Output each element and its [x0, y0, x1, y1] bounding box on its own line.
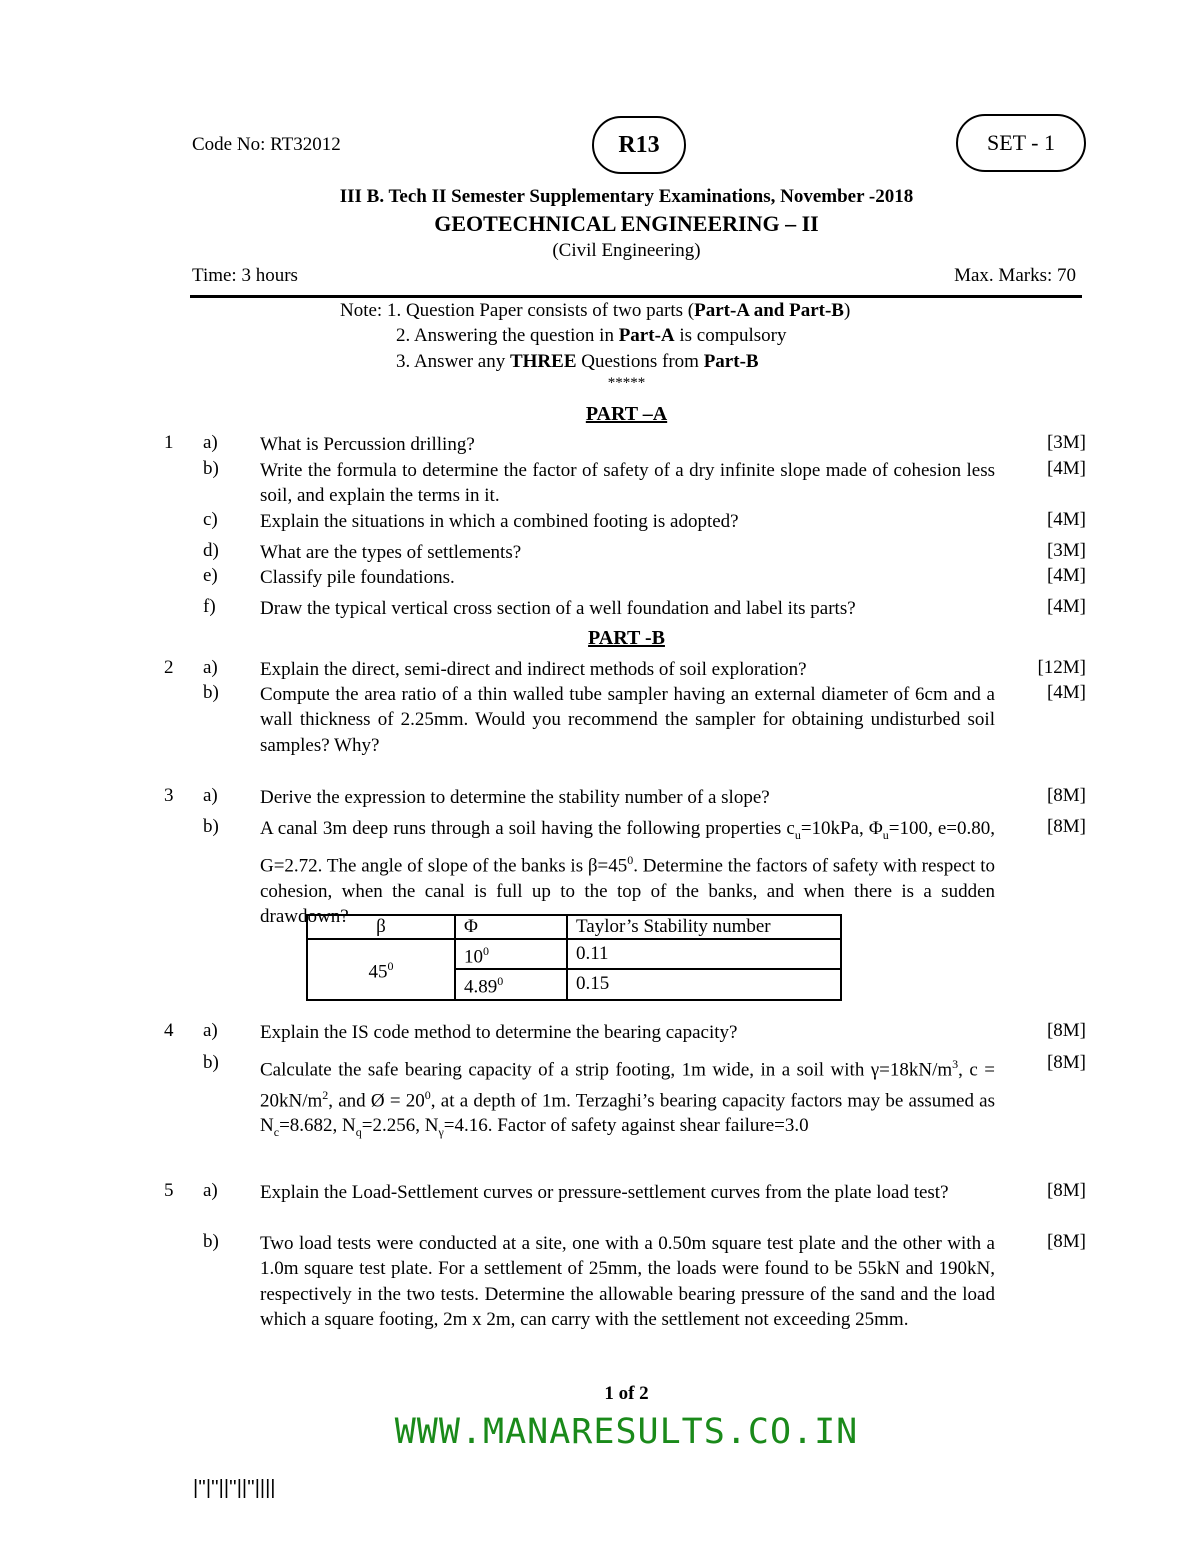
question-3-number: 3 [164, 785, 174, 806]
q2b-text: Compute the area ratio of a thin walled tube sampler having an external diameter of 6cm and a wall thickness of 2.25mm. Would you recommend the sampler for obtaining undisturbed soil samples? Why? [260, 684, 995, 756]
note-3-bold-1: THREE [509, 351, 577, 372]
q5b-label: b) [203, 1231, 219, 1252]
code-number: Code No: RT32012 [192, 134, 341, 155]
header-divider [190, 295, 1082, 298]
q2b-label: b) [203, 682, 219, 703]
q4a-label: a) [203, 1020, 218, 1041]
note-2-prefix: 2. Answering the question in [396, 325, 619, 346]
table-beta-cell [307, 939, 455, 1000]
q4b-part-1: Calculate the safe bearing capacity of a strip footing, 1m wide, in a soil with γ=18kN/m [260, 1059, 953, 1081]
table-beta-value: 45 [368, 961, 388, 983]
q5b-marks: [8M] [1046, 1231, 1086, 1252]
q1f-marks: [4M] [1046, 596, 1086, 617]
q3a-label: a) [203, 785, 218, 806]
note-3 [396, 351, 759, 373]
note-2 [396, 325, 787, 347]
q1c-label: c) [203, 509, 218, 530]
q1e-text: Classify pile foundations. [260, 567, 455, 588]
q4b-sub-4: c [273, 1125, 280, 1140]
q4a-text: Explain the IS code method to determine the bearing capacity? [260, 1022, 738, 1043]
q4b-sup-2: 2 [322, 1087, 329, 1102]
q1b-marks: [4M] [1046, 458, 1086, 479]
question-5-number: 5 [164, 1180, 174, 1201]
table-phi-value: 10 [464, 946, 483, 968]
q4b-text [260, 1052, 995, 1146]
note-1-bold: Part-A and Part-B [694, 300, 844, 321]
regulation-badge [592, 116, 686, 174]
q4b-sup-3: 0 [424, 1087, 431, 1102]
table-header-stability: Taylor’s Stability number [567, 915, 841, 939]
q3b-sup-3: 0 [627, 853, 634, 868]
table-row [307, 939, 841, 969]
branch-label: (Civil Engineering) [552, 240, 701, 261]
q5b-text: Two load tests were conducted at a site, one with a 0.50m square test plate and the other with a 1.0m square test plate. For a settlement of 25mm, the loads were found to be 55kN and 190kN, respectively in the two tests. Determine the allowable bearing pressure of the sand and the load which a square footing, 2m x 2m, can carry with the settlement not exceeding 25mm. [260, 1233, 995, 1331]
q1a-marks: [3M] [1046, 432, 1086, 453]
q4b-label: b) [203, 1052, 219, 1073]
table-header-beta: β [307, 915, 455, 939]
q3b-marks: [8M] [1046, 816, 1086, 837]
q1b-label: b) [203, 458, 219, 479]
q3b-text [260, 816, 995, 930]
stars-divider: ***** [607, 375, 646, 391]
q4b-part-4: , at a depth of 1m. Terzaghi’s bearing capacity factors may be assumed as N [260, 1090, 996, 1137]
q1c-text: Explain the situations in which a combined footing is adopted? [260, 511, 739, 532]
q3b-part-2: =10kPa, Φ [800, 818, 883, 839]
q2a-marks: [12M] [1037, 657, 1086, 678]
q4a-marks: [8M] [1046, 1020, 1086, 1041]
exam-time: Time: 3 hours [192, 265, 298, 286]
q4b-part-2: , c = 20kN/m [260, 1059, 995, 1112]
page-number: 1 of 2 [604, 1383, 649, 1404]
question-2-number: 2 [164, 657, 174, 678]
table-phi-cell [455, 969, 567, 999]
note-3-prefix: 3. Answer any [396, 351, 510, 372]
note-2-bold: Part-A [618, 325, 675, 346]
question-4-number: 4 [164, 1020, 174, 1041]
q3b-sub-1: u [794, 827, 801, 842]
q1a-text: What is Percussion drilling? [260, 434, 475, 455]
q4b-part-3: , and Ø = 20 [328, 1090, 425, 1112]
table-header-row [307, 915, 841, 939]
set-label: SET - 1 [986, 130, 1056, 155]
q2b-marks: [4M] [1046, 682, 1086, 703]
q3a-text: Derive the expression to determine the stability number of a slope? [260, 787, 770, 808]
q2a-label: a) [203, 657, 218, 678]
q1b-text: Write the formula to determine the factor of safety of a dry infinite slope made of cohesion less soil, and explain the terms in it. [260, 460, 995, 507]
q4b-part-6: =2.256, N [361, 1115, 439, 1137]
q1e-marks: [4M] [1046, 565, 1086, 586]
note-1-suffix: ) [843, 300, 851, 321]
q4b-sub-6: γ [438, 1125, 444, 1140]
question-1-number: 1 [164, 432, 174, 453]
barcode-marks: |''|''||''||''|||| [193, 1477, 276, 1499]
q5a-label: a) [203, 1180, 218, 1201]
note-2-suffix: is compulsory [674, 325, 787, 346]
note-3-bold-2: Part-B [703, 351, 759, 372]
q3b-sub-2: u [882, 827, 889, 842]
table-beta-degree: 0 [387, 959, 394, 974]
note-1-prefix: Note: 1. Question Paper consists of two parts ( [340, 300, 695, 321]
subject-title: GEOTECHNICAL ENGINEERING – II [434, 211, 819, 236]
q4b-part-7: =4.16. Factor of safety against shear failure=3.0 [443, 1115, 809, 1137]
q1c-marks: [4M] [1046, 509, 1086, 530]
q4b-sub-5: q [355, 1125, 362, 1140]
q3a-marks: [8M] [1046, 785, 1086, 806]
table-stability-cell: 0.15 [567, 969, 841, 999]
q1a-label: a) [203, 432, 218, 453]
q4b-sup-1: 3 [952, 1057, 959, 1071]
q3b-label: b) [203, 816, 219, 837]
note-1 [340, 300, 850, 322]
exam-title: III B. Tech II Semester Supplementary Examinations, November -2018 [339, 186, 914, 207]
q1d-text: What are the types of settlements? [260, 542, 522, 563]
note-3-mid: Questions from [576, 351, 704, 372]
set-badge [956, 114, 1086, 172]
part-a-heading: PART –A [585, 403, 668, 425]
table-phi-degree: 0 [497, 974, 504, 989]
q4b-marks: [8M] [1046, 1052, 1086, 1073]
table-header-phi: Φ [455, 915, 567, 939]
q1d-label: d) [203, 540, 219, 561]
q1d-marks: [3M] [1046, 540, 1086, 561]
table-phi-cell [455, 939, 567, 969]
q1f-text: Draw the typical vertical cross section of a well foundation and label its parts? [260, 598, 856, 619]
q3b-part-1: A canal 3m deep runs through a soil having the following properties c [260, 818, 795, 839]
table-stability-cell: 0.11 [567, 939, 841, 969]
taylor-stability-table [306, 914, 842, 1001]
part-b-heading: PART -B [588, 627, 665, 649]
table-phi-value: 4.89 [464, 976, 498, 998]
regulation-label: R13 [618, 131, 660, 158]
q1e-label: e) [203, 565, 218, 586]
q2a-text: Explain the direct, semi-direct and indirect methods of soil exploration? [260, 659, 807, 680]
q1f-label: f) [203, 596, 216, 617]
website-watermark: WWW.MANARESULTS.CO.IN [394, 1412, 859, 1452]
q5a-marks: [8M] [1046, 1180, 1086, 1201]
q5a-text: Explain the Load-Settlement curves or pressure-settlement curves from the plate load test? [260, 1182, 949, 1203]
max-marks: Max. Marks: 70 [954, 265, 1076, 286]
table-phi-degree: 0 [483, 944, 489, 958]
q4b-part-5: =8.682, N [279, 1115, 356, 1137]
q3b-part-3: =100, e=0.80, G=2.72. The angle of slope of the banks is β=45 [260, 818, 995, 877]
q3b-part-4: . Determine the factors of safety with respect to cohesion, when the canal is full up to the top of the banks, and when there is a sudden drawdown? [260, 855, 995, 928]
